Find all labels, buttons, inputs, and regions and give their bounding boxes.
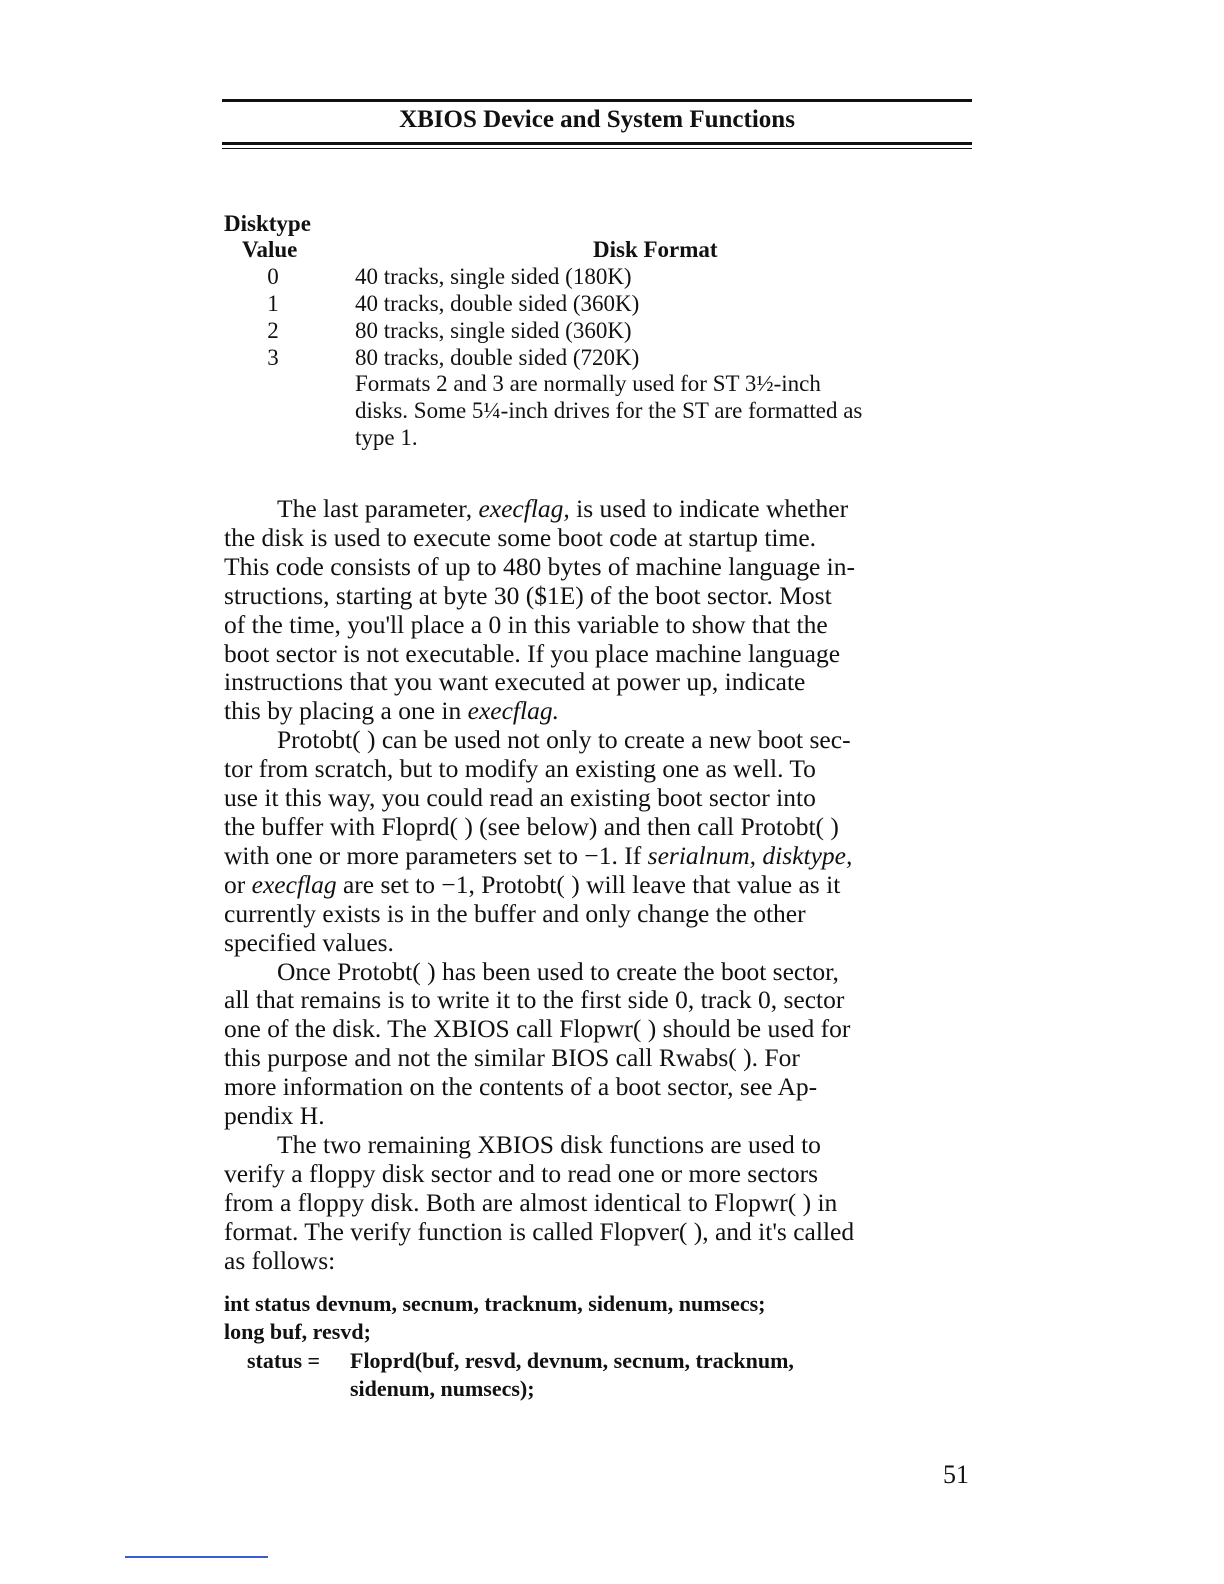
text-run: The last parameter, (277, 494, 479, 523)
text-run: this purpose and not the similar BIOS call Rwabs( ). For (224, 1043, 800, 1073)
header-bottom-rule-thin (222, 148, 972, 149)
code-line: status = (247, 1348, 321, 1373)
text-run: verify a floppy disk sector and to read one or more sectors (224, 1158, 819, 1188)
italic-term: execflag (251, 869, 337, 899)
text-line (224, 755, 855, 784)
table-cell-format: 80 tracks, double sided (720K) (355, 345, 640, 370)
text-run: all that remains is to write it to the first side 0, track 0, sector (224, 985, 845, 1015)
text-line (224, 1218, 855, 1247)
text-line (224, 1102, 855, 1131)
text-run: use it this way, you could read an existing boot sector into (224, 783, 816, 813)
text-line (224, 668, 855, 697)
text-run: Once Protobt( ) has been used to create the boot sector, (277, 956, 839, 986)
text-line (224, 640, 855, 669)
text-run: instructions that you want executed at power up, indicate (224, 667, 806, 697)
text-line (224, 1189, 855, 1218)
text-line (224, 524, 855, 553)
table-cell-value: 0 (267, 264, 279, 289)
text-line (224, 1015, 855, 1044)
paragraph (224, 958, 855, 1131)
text-line (224, 582, 855, 611)
text-line (224, 697, 855, 726)
text-run: are set to −1, Protobt( ) will leave that value as it (336, 869, 841, 899)
text-run: is used to indicate whether (569, 494, 849, 523)
table-note-line: Formats 2 and 3 are normally used for ST 3½-inch (355, 371, 821, 396)
text-line (224, 553, 855, 582)
italic-term: execflag, (478, 494, 570, 523)
text-run: the disk is used to execute some boot code at startup time. (224, 522, 817, 552)
text-run: This code consists of up to 480 bytes of machine language in- (224, 551, 855, 581)
text-run: more information on the contents of a boot sector, see Ap- (224, 1072, 818, 1102)
text-line (224, 1131, 855, 1160)
italic-term: serialnum, disktype, (647, 840, 853, 870)
text-line (224, 986, 855, 1015)
text-line (224, 726, 855, 755)
text-line (224, 1044, 855, 1073)
header-top-rule (222, 99, 972, 102)
text-line (224, 495, 855, 524)
code-line: long buf, resvd; (224, 1319, 371, 1344)
text-line (224, 958, 855, 987)
text-run: pendix H. (224, 1101, 325, 1131)
table-cell-value: 2 (267, 318, 279, 343)
text-run: from a floppy disk. Both are almost identical to Flopwr( ) in (224, 1187, 838, 1217)
text-run: boot sector is not executable. If you place machine language (224, 638, 841, 668)
code-line: sidenum, numsecs); (350, 1376, 535, 1401)
text-run: the buffer with Floprd( ) (see below) and then call Protobt( ) (224, 811, 839, 841)
text-run: or (224, 869, 252, 899)
text-line (224, 871, 855, 900)
table-cell-value: 1 (267, 291, 279, 316)
text-run: as follows: (224, 1245, 336, 1275)
text-run: structions, starting at byte 30 ($1E) of the boot sector. Most (224, 580, 832, 610)
table-note-line: type 1. (355, 425, 418, 450)
header-bottom-rule (222, 142, 972, 145)
text-line (224, 1247, 855, 1276)
code-line: Floprd(buf, resvd, devnum, secnum, tracknum, (350, 1348, 794, 1373)
col-header-disktype: Disktype (224, 211, 311, 236)
paragraph (224, 1131, 855, 1276)
text-run: of the time, you'll place a 0 in this variable to show that the (224, 609, 828, 639)
text-run: this by placing a one in (224, 696, 468, 726)
table-cell-format: 40 tracks, double sided (360K) (355, 291, 640, 316)
table-cell-value: 3 (267, 345, 279, 370)
col-header-value: Value (242, 237, 298, 262)
text-line (224, 929, 855, 958)
page-number: 51 (943, 1460, 969, 1489)
table-cell-format: 80 tracks, single sided (360K) (355, 318, 632, 343)
code-line: int status devnum, secnum, tracknum, sidenum, numsecs; (224, 1291, 766, 1316)
text-run: The two remaining XBIOS disk functions are used to (277, 1129, 821, 1159)
text-line (224, 784, 855, 813)
text-line (224, 1160, 855, 1189)
text-line (224, 813, 855, 842)
text-run: currently exists is in the buffer and only change the other (224, 898, 806, 928)
text-run: tor from scratch, but to modify an existing one as well. To (224, 754, 816, 784)
italic-term: execflag. (467, 696, 559, 726)
text-run: Protobt( ) can be used not only to create a new boot sec- (277, 725, 851, 755)
text-run: specified values. (224, 927, 394, 957)
text-run: with one or more parameters set to −1. If (224, 840, 648, 870)
col-header-disk-format: Disk Format (593, 237, 718, 262)
text-run: format. The verify function is called Flopver( ), and it's called (224, 1216, 855, 1246)
scan-artifact-line (125, 1556, 268, 1558)
table-note-line: disks. Some 5¼-inch drives for the ST are formatted as (355, 398, 863, 423)
table-cell-format: 40 tracks, single sided (180K) (355, 264, 632, 289)
running-header-title: XBIOS Device and System Functions (399, 106, 795, 133)
text-line (224, 611, 855, 640)
paragraph (224, 495, 855, 726)
text-line (224, 1073, 855, 1102)
body-text (224, 495, 855, 1275)
text-line (224, 900, 855, 929)
paragraph (224, 726, 855, 957)
text-run: one of the disk. The XBIOS call Flopwr( ) should be used for (224, 1014, 851, 1044)
text-line (224, 842, 855, 871)
